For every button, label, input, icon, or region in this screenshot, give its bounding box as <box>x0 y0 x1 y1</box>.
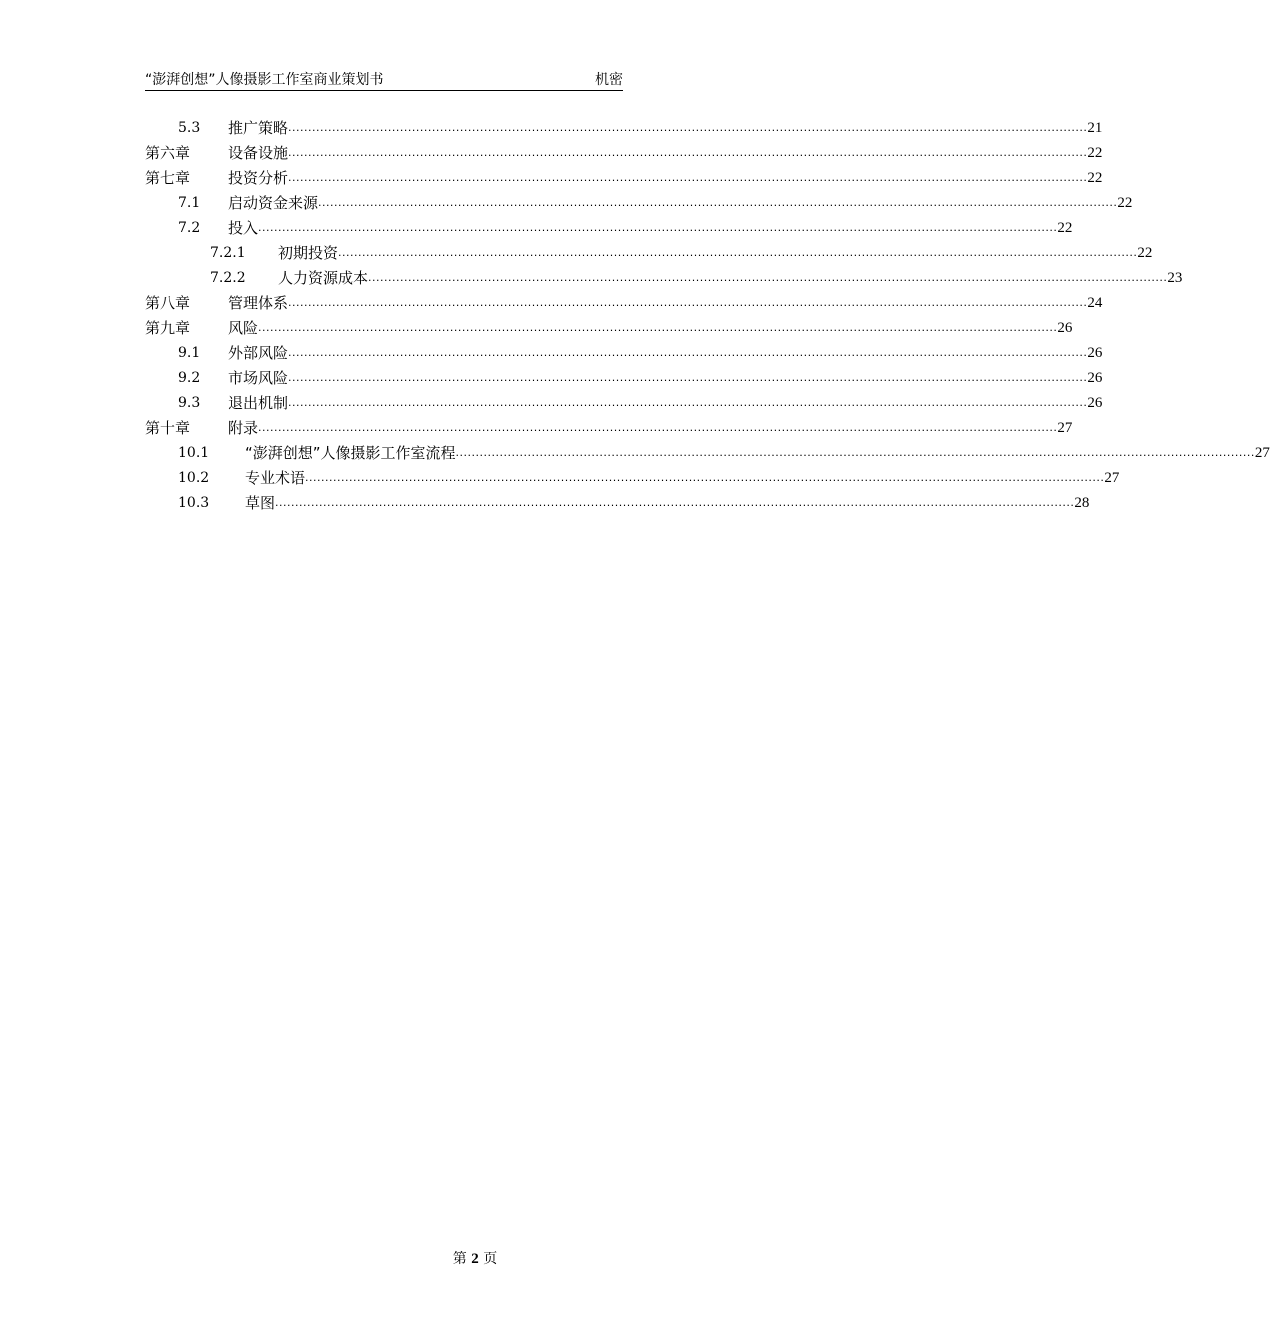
toc-entry-page: 26 <box>1057 320 1073 336</box>
toc-entry[interactable] <box>210 242 1153 264</box>
toc-entry-page: 26 <box>1087 395 1103 411</box>
toc-entry-title: “澎湃创想”人像摄影工作室流程 <box>245 444 456 462</box>
toc-entry-page: 22 <box>1137 245 1153 261</box>
dot-leader: ........................................................................................................................................................................................................ <box>288 371 1088 384</box>
dot-leader: ........................................................................................................................................................................................................ <box>305 471 1105 484</box>
toc-entry-number: 7.2 <box>178 220 201 236</box>
toc-entry-number: 第十章 <box>145 419 191 437</box>
toc-entry-number: 7.2.2 <box>210 270 246 286</box>
dot-leader: ........................................................................................................................................................................................................ <box>288 296 1088 309</box>
toc-entry-title: 启动资金来源 <box>228 194 319 212</box>
toc-entry-title: 退出机制 <box>228 394 289 412</box>
toc-entry[interactable] <box>178 442 1270 464</box>
toc-entry-title: 市场风险 <box>228 369 289 387</box>
toc-entry-number: 7.1 <box>178 195 201 211</box>
toc-entry-number: 9.2 <box>178 370 201 386</box>
toc-entry-page: 22 <box>1117 195 1133 211</box>
page-footer <box>0 1248 950 1268</box>
toc-entry-page: 26 <box>1087 370 1103 386</box>
toc-entry[interactable] <box>178 467 1120 489</box>
toc-entry[interactable] <box>178 342 1103 364</box>
toc-entry-page: 26 <box>1087 345 1103 361</box>
toc-entry-title: 初期投资 <box>278 244 339 262</box>
toc-entry-number: 10.1 <box>178 445 210 461</box>
dot-leader: ........................................................................................................................................................................................................ <box>258 321 1058 334</box>
toc-entry-page: 22 <box>1057 220 1073 236</box>
dot-leader: ........................................................................................................................................................................................................ <box>288 396 1088 409</box>
toc-entry-title: 草图 <box>245 494 276 512</box>
toc-entry[interactable] <box>145 317 1073 339</box>
toc-entry-page: 23 <box>1167 270 1183 286</box>
dot-leader: ........................................................................................................................................................................................................ <box>275 496 1075 509</box>
toc-entry[interactable] <box>178 192 1133 214</box>
toc-entry-title: 附录 <box>228 419 259 437</box>
dot-leader: ........................................................................................................................................................................................................ <box>288 346 1088 359</box>
toc-entry[interactable] <box>178 392 1103 414</box>
toc-entry-page: 22 <box>1087 145 1103 161</box>
toc-entry-title: 投入 <box>228 219 259 237</box>
toc-entry[interactable] <box>210 267 1183 289</box>
dot-leader: ........................................................................................................................................................................................................ <box>288 171 1088 184</box>
toc-entry-page: 22 <box>1087 170 1103 186</box>
toc-entry-number: 第六章 <box>145 144 191 162</box>
toc-entry[interactable] <box>145 417 1073 439</box>
dot-leader: ........................................................................................................................................................................................................ <box>258 221 1058 234</box>
footer-suffix: 页 <box>483 1251 498 1267</box>
toc-entry-title: 风险 <box>228 319 259 337</box>
toc-entry[interactable] <box>145 142 1103 164</box>
toc-entry[interactable] <box>178 492 1090 514</box>
document-title: “澎湃创想”人像摄影工作室商业策划书 <box>145 72 384 88</box>
toc-entry[interactable] <box>178 217 1073 239</box>
toc-entry[interactable] <box>145 292 1103 314</box>
toc-entry-page: 21 <box>1087 120 1103 136</box>
toc-entry-number: 5.3 <box>178 120 201 136</box>
dot-leader: ........................................................................................................................................................................................................ <box>338 246 1138 259</box>
dot-leader: ........................................................................................................................................................................................................ <box>258 421 1058 434</box>
dot-leader: ........................................................................................................................................................................................................ <box>368 271 1168 284</box>
toc-entry-title: 人力资源成本 <box>278 269 369 287</box>
toc-entry-number: 10.2 <box>178 470 210 486</box>
toc-entry-title: 设备设施 <box>228 144 289 162</box>
toc-entry-number: 7.2.1 <box>210 245 246 261</box>
toc-entry-page: 27 <box>1057 420 1073 436</box>
toc-entry-number: 第八章 <box>145 294 191 312</box>
page-number: 2 <box>471 1251 479 1267</box>
toc-entry-page: 27 <box>1104 470 1120 486</box>
toc-entry-title: 管理体系 <box>228 294 289 312</box>
page-header <box>145 70 623 91</box>
toc-entry-number: 10.3 <box>178 495 210 511</box>
dot-leader: ........................................................................................................................................................................................................ <box>288 146 1088 159</box>
toc-entry-number: 9.3 <box>178 395 201 411</box>
toc-entry-page: 24 <box>1087 295 1103 311</box>
footer-prefix: 第 <box>452 1251 467 1267</box>
toc-entry-page: 28 <box>1074 495 1090 511</box>
toc-entry-title: 推广策略 <box>228 119 289 137</box>
dot-leader: ........................................................................................................................................................................................................ <box>455 446 1255 459</box>
toc-entry-title: 专业术语 <box>245 469 306 487</box>
toc-entry[interactable] <box>178 367 1103 389</box>
toc-entry-number: 第九章 <box>145 319 191 337</box>
dot-leader: ........................................................................................................................................................................................................ <box>288 121 1088 134</box>
toc-entry-title: 外部风险 <box>228 344 289 362</box>
dot-leader: ........................................................................................................................................................................................................ <box>318 196 1118 209</box>
toc-entry-page: 27 <box>1254 445 1270 461</box>
toc-entry-title: 投资分析 <box>228 169 289 187</box>
toc-entry-number: 第七章 <box>145 169 191 187</box>
toc-entry[interactable] <box>145 167 1103 189</box>
toc-entry-number: 9.1 <box>178 345 201 361</box>
confidential-label: 机密 <box>595 72 623 88</box>
toc-entry[interactable] <box>178 117 1103 139</box>
